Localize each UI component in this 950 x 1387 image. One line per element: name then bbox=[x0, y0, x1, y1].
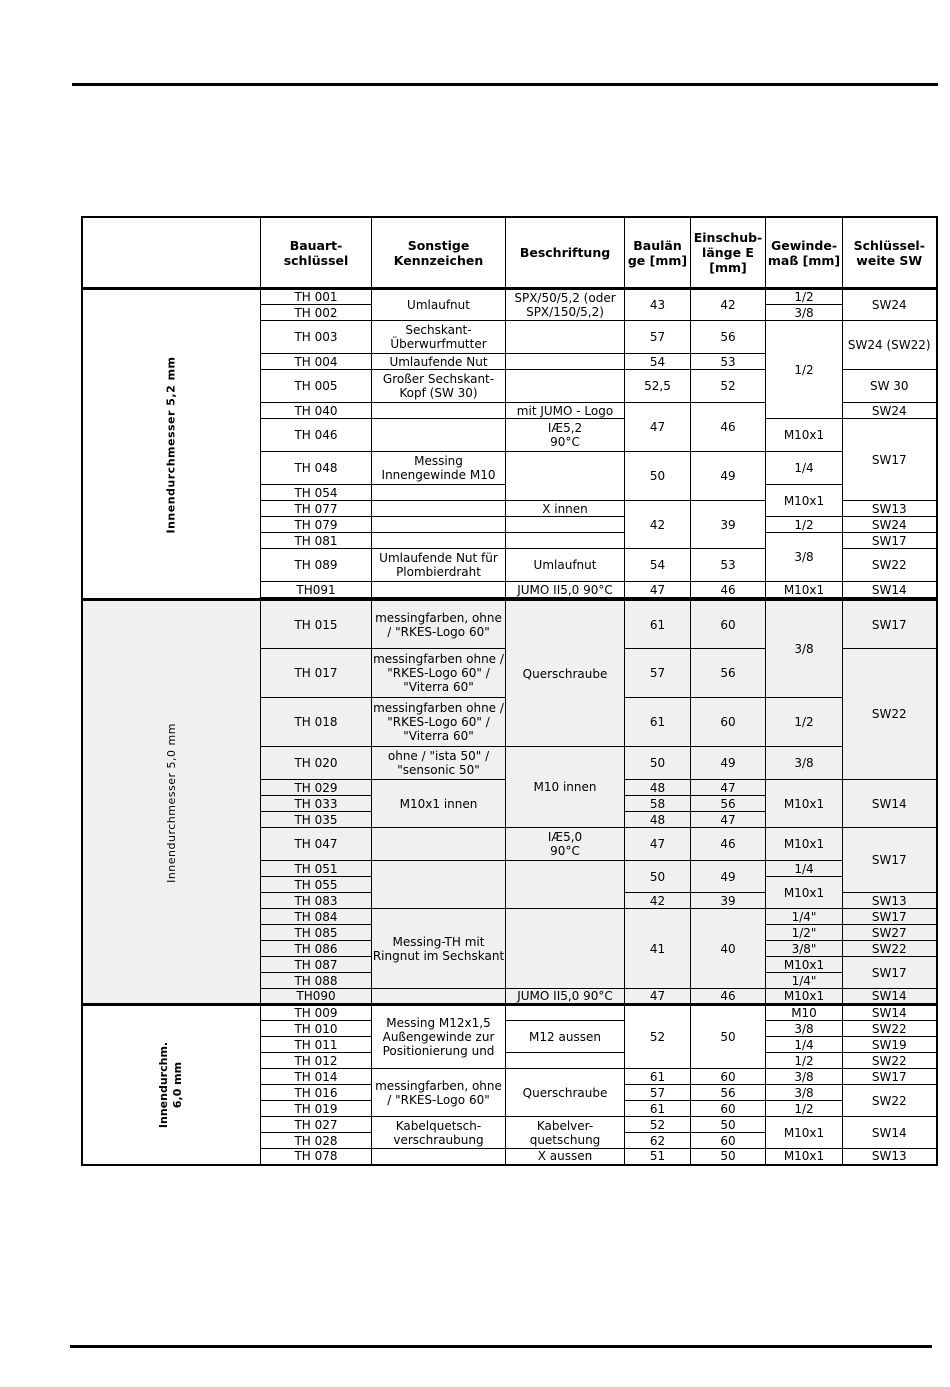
table-cell: Messing-TH mit Ringnut im Sechskant bbox=[372, 909, 506, 989]
table-cell: TH 018 bbox=[261, 698, 372, 747]
table-cell: SW22 bbox=[843, 1021, 937, 1037]
table-cell: TH 081 bbox=[261, 533, 372, 549]
bottom-rule bbox=[70, 1345, 932, 1348]
table-cell: TH 047 bbox=[261, 828, 372, 861]
table-cell: SW22 bbox=[843, 1085, 937, 1117]
table-cell: JUMO II5,0 90°C bbox=[506, 582, 625, 598]
table-cell: Umlaufnut bbox=[506, 549, 625, 582]
header-cell-kennzeichen: Sonstige Kennzeichen bbox=[372, 217, 506, 289]
table-cell bbox=[372, 828, 506, 861]
table-cell: 1/2" bbox=[766, 925, 843, 941]
table-cell: 1/4" bbox=[766, 973, 843, 989]
header-cell-beschriftung: Beschriftung bbox=[506, 217, 625, 289]
table-cell bbox=[506, 452, 625, 501]
table-cell: TH091 bbox=[261, 582, 372, 598]
table-cell: TH 020 bbox=[261, 747, 372, 780]
group-label-text: Innendurchmesser 5,2 mm bbox=[164, 356, 178, 533]
header-row bbox=[82, 217, 937, 289]
table-cell: 50 bbox=[691, 1005, 766, 1069]
table-cell: TH 077 bbox=[261, 501, 372, 517]
product-table bbox=[81, 216, 938, 1166]
table-cell: SW17 bbox=[843, 600, 937, 649]
table-cell: 57 bbox=[625, 1085, 691, 1101]
table-cell: 1/2 bbox=[766, 321, 843, 419]
table-cell: 50 bbox=[625, 861, 691, 893]
table-cell: 46 bbox=[691, 989, 766, 1005]
table-cell: 57 bbox=[625, 649, 691, 698]
table-cell: messingfarben, ohne / "RKES-Logo 60" bbox=[372, 600, 506, 649]
table-row bbox=[82, 1005, 937, 1021]
table-cell: TH 016 bbox=[261, 1085, 372, 1101]
table-cell: 47 bbox=[625, 828, 691, 861]
table-cell: 49 bbox=[691, 452, 766, 501]
table-cell: TH 078 bbox=[261, 1149, 372, 1165]
table-cell: 3/8 bbox=[766, 1021, 843, 1037]
table-cell: TH090 bbox=[261, 989, 372, 1005]
table-cell: 1/2 bbox=[766, 289, 843, 305]
table-cell: Großer Sechskant-Kopf (SW 30) bbox=[372, 370, 506, 403]
table-cell: SW17 bbox=[843, 828, 937, 893]
table-cell: IÆ5,0 90°C bbox=[506, 828, 625, 861]
table-cell: TH 001 bbox=[261, 289, 372, 305]
group-label-text bbox=[157, 1042, 185, 1128]
table-cell: TH 054 bbox=[261, 485, 372, 501]
table-cell: X aussen bbox=[506, 1149, 625, 1165]
table-cell: 60 bbox=[691, 1069, 766, 1085]
table-cell bbox=[372, 989, 506, 1005]
table-cell bbox=[506, 533, 625, 549]
table-cell: Messing Innengewinde M10 bbox=[372, 452, 506, 485]
table-cell: 56 bbox=[691, 649, 766, 698]
table-cell: 46 bbox=[691, 582, 766, 598]
group-label-5-2 bbox=[82, 289, 261, 600]
table-cell: 1/4" bbox=[766, 909, 843, 925]
table-cell: M10 innen bbox=[506, 747, 625, 828]
table-cell: TH 088 bbox=[261, 973, 372, 989]
table-cell: TH 017 bbox=[261, 649, 372, 698]
table-cell: TH 004 bbox=[261, 354, 372, 370]
table-cell: 52,5 bbox=[625, 370, 691, 403]
table-cell: 42 bbox=[625, 501, 691, 549]
table-cell bbox=[372, 403, 506, 419]
table-cell: TH 009 bbox=[261, 1005, 372, 1021]
table-cell: 50 bbox=[625, 747, 691, 780]
table-cell: TH 046 bbox=[261, 419, 372, 452]
table-cell: M10 bbox=[766, 1005, 843, 1021]
table-cell: SW17 bbox=[843, 909, 937, 925]
table-cell: 43 bbox=[625, 289, 691, 321]
table-cell bbox=[506, 517, 625, 533]
table-cell: SW17 bbox=[843, 957, 937, 989]
table-cell: 60 bbox=[691, 1101, 766, 1117]
header-cell-group bbox=[82, 217, 261, 289]
table-cell: 42 bbox=[625, 893, 691, 909]
table-cell: Querschraube bbox=[506, 600, 625, 747]
table-cell: M10x1 bbox=[766, 780, 843, 828]
table-cell: SW14 bbox=[843, 780, 937, 828]
table-cell: 56 bbox=[691, 321, 766, 354]
group-label-line1: Innendurchm. bbox=[157, 1041, 171, 1128]
table-cell: 47 bbox=[625, 582, 691, 598]
table-cell: mit JUMO - Logo bbox=[506, 403, 625, 419]
table-cell: TH 086 bbox=[261, 941, 372, 957]
table-cell: SW17 bbox=[843, 419, 937, 501]
table-cell: 53 bbox=[691, 354, 766, 370]
table-cell: 56 bbox=[691, 1085, 766, 1101]
table-cell: Kabelver-quetschung bbox=[506, 1117, 625, 1149]
table-cell: M10x1 bbox=[766, 1149, 843, 1165]
table-cell: TH 083 bbox=[261, 893, 372, 909]
table-cell: M12 aussen bbox=[506, 1021, 625, 1053]
table-cell: JUMO II5,0 90°C bbox=[506, 989, 625, 1005]
table-cell: SW13 bbox=[843, 501, 937, 517]
table-cell: TH 087 bbox=[261, 957, 372, 973]
table-cell: M10x1 bbox=[766, 877, 843, 909]
table-cell: 50 bbox=[691, 1149, 766, 1165]
table-cell: TH 015 bbox=[261, 600, 372, 649]
table-cell: 3/8 bbox=[766, 305, 843, 321]
table-cell: 39 bbox=[691, 501, 766, 549]
table-cell bbox=[372, 533, 506, 549]
table-cell: 40 bbox=[691, 909, 766, 989]
table-cell: M10x1 bbox=[766, 957, 843, 973]
table-cell: SW14 bbox=[843, 1005, 937, 1021]
table-cell: 1/4 bbox=[766, 1037, 843, 1053]
table-cell: TH 027 bbox=[261, 1117, 372, 1133]
table-cell: M10x1 bbox=[766, 485, 843, 517]
table-cell: M10x1 bbox=[766, 419, 843, 452]
table-cell: 46 bbox=[691, 403, 766, 452]
table-cell: TH 084 bbox=[261, 909, 372, 925]
table-cell: 52 bbox=[625, 1117, 691, 1133]
table-cell: M10x1 bbox=[766, 989, 843, 1005]
table-cell: TH 012 bbox=[261, 1053, 372, 1069]
table-cell bbox=[506, 370, 625, 403]
table-cell: 50 bbox=[625, 452, 691, 501]
table-cell: 3/8" bbox=[766, 941, 843, 957]
table-cell: SW13 bbox=[843, 893, 937, 909]
table-cell: 3/8 bbox=[766, 1085, 843, 1101]
table-cell: TH 028 bbox=[261, 1133, 372, 1149]
table-cell: 3/8 bbox=[766, 1069, 843, 1085]
table-cell: 1/2 bbox=[766, 698, 843, 747]
table-cell: SW24 bbox=[843, 517, 937, 533]
table-cell: SW14 bbox=[843, 1117, 937, 1149]
table-cell: 60 bbox=[691, 1133, 766, 1149]
table-cell: Kabelquetsch-verschraubung bbox=[372, 1117, 506, 1149]
table-cell: 47 bbox=[625, 403, 691, 452]
table-cell bbox=[372, 1149, 506, 1165]
table-cell: Umlaufnut bbox=[372, 289, 506, 321]
table-cell: 3/8 bbox=[766, 600, 843, 698]
table-cell: Querschraube bbox=[506, 1069, 625, 1117]
table-cell: TH 002 bbox=[261, 305, 372, 321]
group-label-6-0 bbox=[82, 1005, 261, 1165]
table-cell bbox=[506, 861, 625, 909]
table-cell: Umlaufende Nut bbox=[372, 354, 506, 370]
table-cell: SW27 bbox=[843, 925, 937, 941]
table-cell: M10x1 bbox=[766, 582, 843, 598]
table-cell: messingfarben ohne / "RKES-Logo 60" / "Viterra 60" bbox=[372, 649, 506, 698]
table-cell: SW22 bbox=[843, 549, 937, 582]
table-cell: IÆ5,2 90°C bbox=[506, 419, 625, 452]
table-cell: SW14 bbox=[843, 989, 937, 1005]
table-cell bbox=[506, 1005, 625, 1021]
header-cell-gewinde: Gewinde- maß [mm] bbox=[766, 217, 843, 289]
table-cell: TH 003 bbox=[261, 321, 372, 354]
table-cell: TH 085 bbox=[261, 925, 372, 941]
table-cell: 48 bbox=[625, 780, 691, 796]
table-cell: 48 bbox=[625, 812, 691, 828]
table-cell: 56 bbox=[691, 796, 766, 812]
table-cell: SW24 bbox=[843, 289, 937, 321]
table-cell: 57 bbox=[625, 321, 691, 354]
table-cell bbox=[372, 861, 506, 909]
table-cell bbox=[372, 582, 506, 598]
table-cell: 42 bbox=[691, 289, 766, 321]
table-cell: 61 bbox=[625, 600, 691, 649]
table-cell: 58 bbox=[625, 796, 691, 812]
table-cell: SW13 bbox=[843, 1149, 937, 1165]
table-cell: TH 089 bbox=[261, 549, 372, 582]
table-cell: SW19 bbox=[843, 1037, 937, 1053]
table-cell: 3/8 bbox=[766, 747, 843, 780]
table-cell: 61 bbox=[625, 1101, 691, 1117]
table-cell bbox=[506, 909, 625, 989]
table-cell: SW17 bbox=[843, 533, 937, 549]
table-cell: SPX/50/5,2 (oder SPX/150/5,2) bbox=[506, 289, 625, 321]
header-cell-baulaenge: Baulän ge [mm] bbox=[625, 217, 691, 289]
table-cell: 54 bbox=[625, 354, 691, 370]
table-cell: 53 bbox=[691, 549, 766, 582]
table-cell: TH 010 bbox=[261, 1021, 372, 1037]
table-cell: TH 019 bbox=[261, 1101, 372, 1117]
table-cell: TH 048 bbox=[261, 452, 372, 485]
table-cell: M10x1 innen bbox=[372, 780, 506, 828]
table-cell: SW17 bbox=[843, 1069, 937, 1085]
header-cell-sw: Schlüssel- weite SW bbox=[843, 217, 937, 289]
table-cell: 3/8 bbox=[766, 533, 843, 582]
table-cell: 1/2 bbox=[766, 517, 843, 533]
group-label-text: Innendurchmesser 5,0 mm bbox=[164, 722, 178, 883]
table-cell: 46 bbox=[691, 828, 766, 861]
table-cell: 47 bbox=[691, 812, 766, 828]
table-cell: 47 bbox=[691, 780, 766, 796]
table-cell: TH 005 bbox=[261, 370, 372, 403]
table-cell bbox=[372, 419, 506, 452]
table-cell: SW 30 bbox=[843, 370, 937, 403]
table-cell: Umlaufende Nut für Plombierdraht bbox=[372, 549, 506, 582]
table-cell: 1/4 bbox=[766, 452, 843, 485]
table-cell: TH 035 bbox=[261, 812, 372, 828]
table-cell: 60 bbox=[691, 698, 766, 747]
table-cell bbox=[372, 485, 506, 501]
table-cell: SW22 bbox=[843, 941, 937, 957]
table-cell: TH 029 bbox=[261, 780, 372, 796]
table-cell: 47 bbox=[625, 989, 691, 1005]
table-cell: 49 bbox=[691, 747, 766, 780]
group-label-line2: 6,0 mm bbox=[171, 1061, 185, 1108]
table-cell: 1/2 bbox=[766, 1101, 843, 1117]
table-cell: messingfarben ohne / "RKES-Logo 60" / "Viterra 60" bbox=[372, 698, 506, 747]
table-cell bbox=[506, 1053, 625, 1069]
table-cell: SW24 (SW22) bbox=[843, 321, 937, 370]
table-cell: 51 bbox=[625, 1149, 691, 1165]
table-cell: M10x1 bbox=[766, 1117, 843, 1149]
table-cell: SW24 bbox=[843, 403, 937, 419]
table-cell: SW14 bbox=[843, 582, 937, 598]
table-cell: TH 014 bbox=[261, 1069, 372, 1085]
table-cell: 1/2 bbox=[766, 1053, 843, 1069]
table-cell bbox=[506, 354, 625, 370]
table-cell: 49 bbox=[691, 861, 766, 893]
table-cell: 52 bbox=[691, 370, 766, 403]
table-cell: 1/4 bbox=[766, 861, 843, 877]
table-cell: 39 bbox=[691, 893, 766, 909]
table-cell bbox=[372, 501, 506, 517]
header-cell-bauart: Bauart- schlüssel bbox=[261, 217, 372, 289]
table-row bbox=[82, 289, 937, 305]
table-cell: 54 bbox=[625, 549, 691, 582]
table-cell: Messing M12x1,5 Außengewinde zur Positionierung und bbox=[372, 1005, 506, 1069]
table-cell: SW22 bbox=[843, 649, 937, 780]
table-cell: TH 011 bbox=[261, 1037, 372, 1053]
table-cell: ohne / "ista 50" / "sensonic 50" bbox=[372, 747, 506, 780]
table-cell bbox=[506, 321, 625, 354]
table-cell: TH 055 bbox=[261, 877, 372, 893]
table-cell: SW22 bbox=[843, 1053, 937, 1069]
table-cell: Sechskant-Überwurfmutter bbox=[372, 321, 506, 354]
table-cell: 62 bbox=[625, 1133, 691, 1149]
table-cell: 52 bbox=[625, 1005, 691, 1069]
table-cell: X innen bbox=[506, 501, 625, 517]
table-cell: M10x1 bbox=[766, 828, 843, 861]
table-cell: TH 051 bbox=[261, 861, 372, 877]
table-cell: messingfarben, ohne / "RKES-Logo 60" bbox=[372, 1069, 506, 1117]
table-cell: TH 079 bbox=[261, 517, 372, 533]
group-label-5-0 bbox=[82, 600, 261, 1005]
table-row bbox=[82, 600, 937, 649]
table-cell bbox=[372, 517, 506, 533]
table-cell: 50 bbox=[691, 1117, 766, 1133]
table-cell: 41 bbox=[625, 909, 691, 989]
table-cell: TH 033 bbox=[261, 796, 372, 812]
table-cell: 61 bbox=[625, 1069, 691, 1085]
table-cell: 60 bbox=[691, 600, 766, 649]
top-rule bbox=[72, 83, 938, 86]
header-cell-einschub: Einschub- länge E [mm] bbox=[691, 217, 766, 289]
table-cell: 61 bbox=[625, 698, 691, 747]
table-cell: TH 040 bbox=[261, 403, 372, 419]
